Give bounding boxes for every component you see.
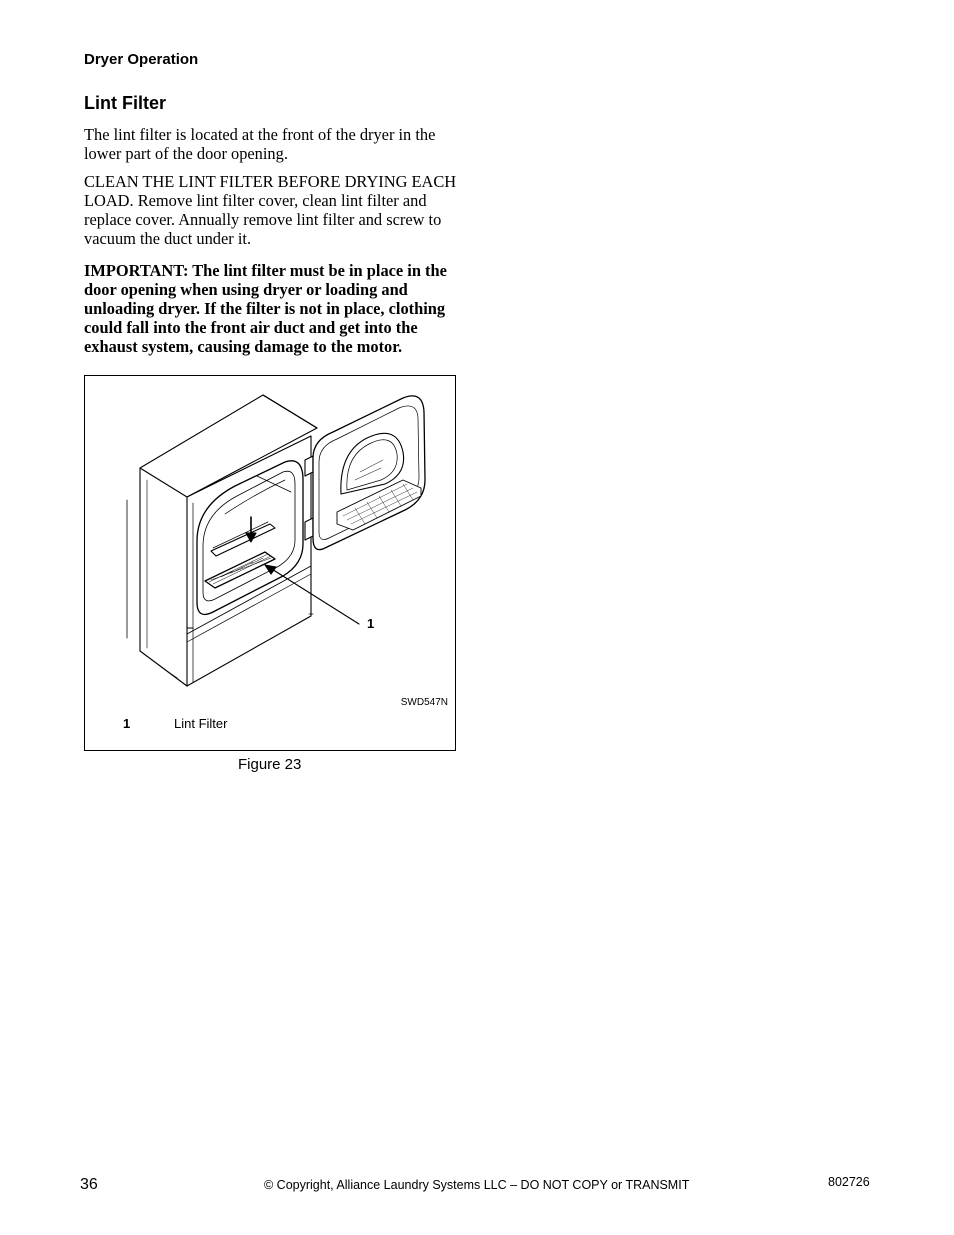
copyright-notice: © Copyright, Alliance Laundry Systems LLC – DO NOT COPY or TRANSMIT [264, 1178, 690, 1192]
paragraph-location: The lint filter is located at the front of the dryer in the lower part of the door opening. [84, 125, 436, 163]
section-title: Lint Filter [84, 93, 166, 113]
document-number: 802726 [828, 1175, 870, 1189]
figure-frame [84, 375, 456, 751]
legend-label: Lint Filter [174, 716, 228, 731]
drawing-code: SWD547N [400, 697, 448, 708]
dryer-illustration [85, 376, 457, 752]
page-number: 36 [80, 1176, 98, 1193]
legend-number: 1 [123, 716, 131, 731]
section-header: Dryer Operation [84, 51, 199, 68]
paragraph-cleaning-instructions: CLEAN THE LINT FILTER BEFORE DRYING EACH LOAD. Remove lint filter cover, clean lint filter and replace cover. Annually remove lint filter and screw to vacuum the duct under it. [84, 172, 457, 248]
figure-caption: Figure 23 [238, 756, 302, 773]
callout-number: 1 [367, 616, 375, 631]
important-notice: IMPORTANT: The lint filter must be in place in the door opening when using dryer or loading and unloading dryer. If the filter is not in place, clothing could fall into the front air duct and get into the exhaust system, causing damage to the motor. [84, 261, 447, 356]
